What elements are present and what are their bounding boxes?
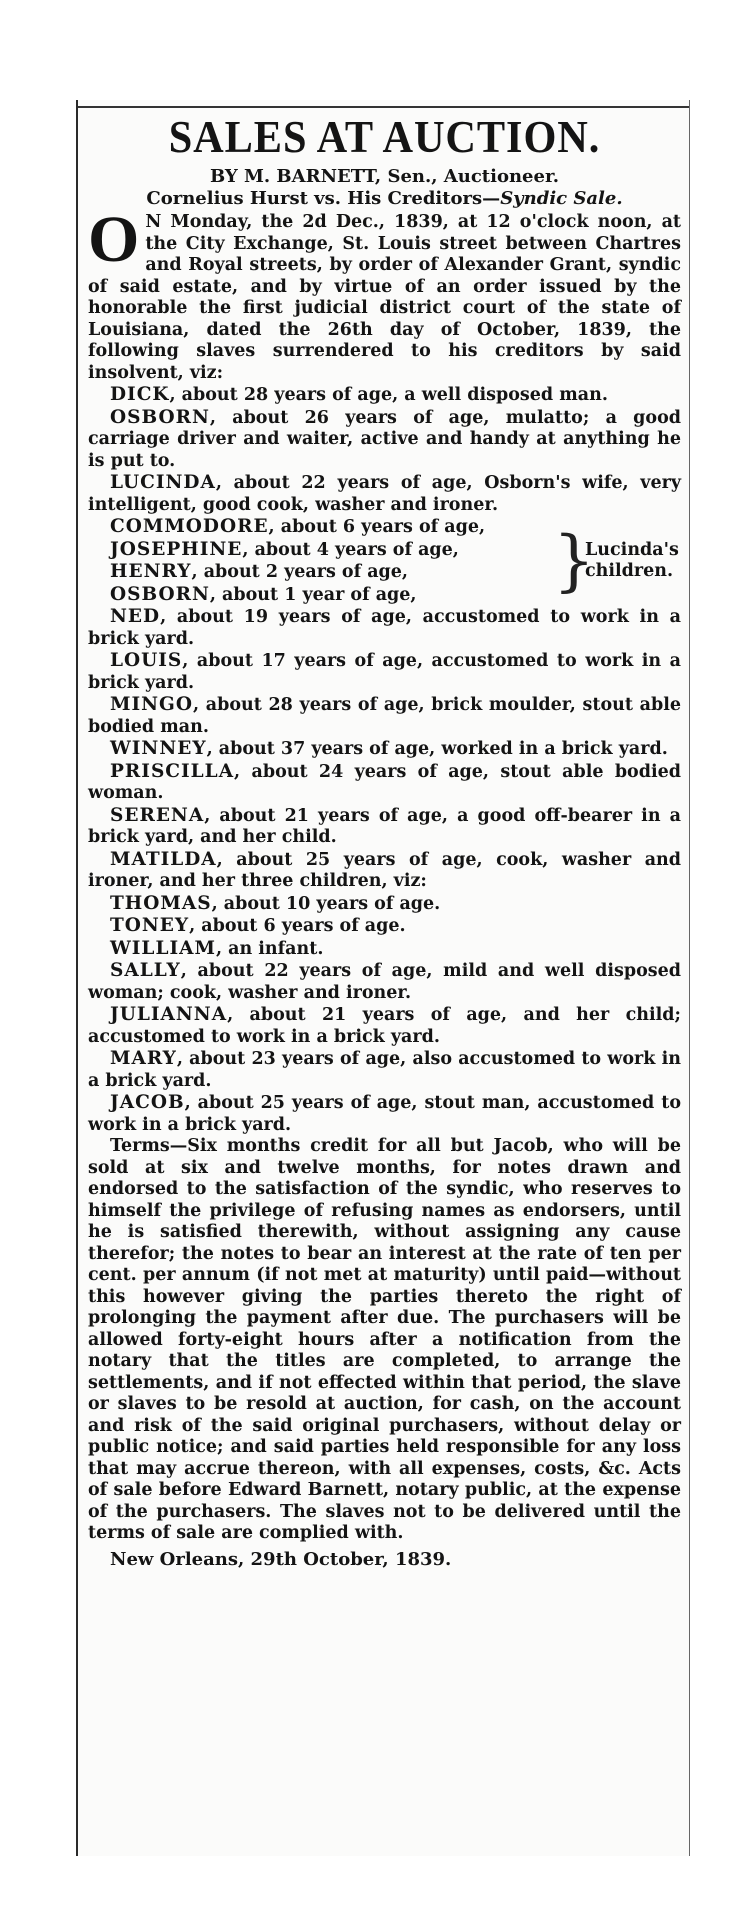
top-rule	[78, 106, 689, 108]
entry	[88, 761, 681, 805]
drop-cap: O	[88, 203, 140, 276]
entry-text: , about 22 years of age, Osborn's wife, very intelligent, good cook, washer and ironer.	[88, 473, 681, 515]
children-block	[88, 516, 681, 606]
entry	[88, 472, 681, 516]
entry	[88, 407, 681, 473]
entry	[88, 539, 563, 562]
curly-brace-icon: }	[553, 522, 595, 599]
entry	[88, 1048, 681, 1092]
entry-text: , an infant.	[215, 938, 324, 959]
case-parties: Cornelius Hurst vs. His Creditors—	[146, 188, 501, 209]
entry	[88, 915, 681, 938]
entry-name: COMMODORE	[110, 516, 269, 537]
children-list	[88, 516, 563, 606]
auctioneer-byline: BY M. BARNETT, Sen., Auctioneer.	[209, 166, 560, 187]
entry-text: , about 25 years of age, cook, washer and ironer, and her three children, viz:	[88, 849, 681, 891]
entry-text: , about 2 years of age,	[191, 562, 409, 582]
entry	[88, 849, 681, 893]
entry-text: , about 10 years of age.	[211, 893, 441, 914]
intro-text: N Monday, the 2d Dec., 1839, at 12 o'clock noon, at the City Exchange, St. Louis street between Chartres and Royal streets, by order of Alexander Grant, syndic of said estate, and by virtue of an order issued by the honorable the first judicial district court of the state of Louisiana, dated the 26th day of October, 1839, the following slaves surrendered to his creditors by said insolvent, viz:	[88, 212, 681, 383]
entry-text: , about 23 years of age, also accustomed to work in a brick yard.	[88, 1049, 681, 1091]
entry	[88, 384, 681, 407]
entry-name: SALLY	[110, 960, 181, 981]
entry	[88, 805, 681, 849]
entry-name: OSBORN	[110, 406, 210, 428]
entry-name: HENRY	[110, 561, 192, 582]
entry-name: OSBORN	[110, 583, 210, 605]
entry	[88, 893, 681, 916]
entry-text: , about 28 years of age, a well disposed man.	[169, 385, 608, 405]
dateline: New Orleans, 29th October, 1839.	[110, 1548, 452, 1570]
entry-text: , about 26 years of age, mulatto; a good carriage driver and waiter, active and handy at anything he is put to.	[88, 407, 681, 471]
entry-text: , about 25 years of age, stout man, accustomed to work in a brick yard.	[88, 1093, 681, 1135]
intro-paragraph	[88, 203, 681, 384]
entry-name: JACOB	[110, 1092, 185, 1113]
entry	[88, 738, 681, 761]
entry-text: , about 1 year of age,	[209, 584, 417, 605]
entry	[88, 1092, 681, 1136]
entry	[88, 606, 681, 650]
entry-name: MATILDA	[110, 848, 217, 870]
entry-name: NED	[110, 606, 161, 627]
newspaper-clipping	[76, 100, 690, 1856]
children-label: Lucinda's children.	[585, 540, 679, 581]
entry-name: MINGO	[110, 694, 193, 715]
entry-name: MARY	[110, 1048, 177, 1069]
entry	[88, 584, 563, 607]
entry-text: , about 21 years of age, a good off-bearer in a brick yard, and her child.	[88, 805, 681, 847]
entry	[88, 938, 681, 961]
entry-name: JOSEPHINE	[110, 538, 243, 560]
entry-name: THOMAS	[110, 892, 212, 914]
entry	[88, 1004, 681, 1048]
entry-name: TONEY	[110, 915, 190, 936]
entry-text: , about 6 years of age,	[268, 517, 486, 537]
entry-text: , about 4 years of age,	[242, 539, 459, 560]
entry-text: , about 24 years of age, stout able bodied woman.	[88, 761, 681, 803]
entry-text: , about 17 years of age, accustomed to work in a brick yard.	[88, 651, 681, 693]
auction-notice	[88, 111, 681, 1570]
entry-text: , about 22 years of age, mild and well disposed woman; cook, washer and ironer.	[88, 961, 681, 1003]
entry-text: , about 21 years of age, and her child; accustomed to work in a brick yard.	[88, 1005, 681, 1047]
entry	[88, 561, 563, 584]
entry-name: JULIANNA	[110, 1004, 228, 1025]
entry-text: , about 19 years of age, accustomed to work in a brick yard.	[88, 607, 681, 649]
headline: SALES AT AUCTION.	[168, 111, 601, 162]
entry-name: WILLIAM	[110, 937, 216, 959]
entry	[88, 960, 681, 1004]
entry-text: , about 6 years of age.	[189, 916, 406, 936]
entries-group-a	[88, 384, 681, 516]
entry-text: , about 28 years of age, brick moulder, stout able bodied man.	[88, 695, 681, 737]
entry	[88, 650, 681, 694]
entry-text: , about 37 years of age, worked in a brick yard.	[206, 739, 668, 759]
entry-name: LOUIS	[110, 650, 183, 671]
entry-name: DICK	[110, 384, 170, 405]
entry-name: PRISCILLA	[110, 760, 235, 782]
entry	[88, 694, 681, 738]
case-type: Syndic Sale.	[500, 188, 623, 209]
case-line	[88, 188, 681, 210]
entry-name: SERENA	[110, 804, 205, 826]
entry-name: LUCINDA	[110, 472, 216, 493]
terms-paragraph: Terms—Six months credit for all but Jacob, who will be sold at six and twelve months, for notes drawn and endorsed to the satisfaction of the syndic, who reserves to himself the privilege of refusing names as endorsers, until he is satisfied therewith, without assigning any cause therefor; the notes to bear an interest at the rate of ten per cent. per annum (if not met at maturity) until paid—without this however giving the parties thereto the right of prolonging the payment after due. The purchasers will be allowed forty-eight hours after a notification from the notary that the titles are completed, to arrange the settlements, and if not effected within that period, the slave or slaves to be resold at auction, for cash, on the account and risk of the said original purchasers, without delay or public notice; and said parties held responsible for any loss that may accrue thereon, with all expenses, costs, &c. Acts of sale before Edward Barnett, notary public, at the expense of the purchasers. The slaves not to be delivered until the terms of sale are complied with.	[88, 1136, 681, 1543]
entry	[88, 516, 563, 539]
entries-group-b	[88, 606, 681, 1136]
entry-name: WINNEY	[110, 738, 207, 759]
